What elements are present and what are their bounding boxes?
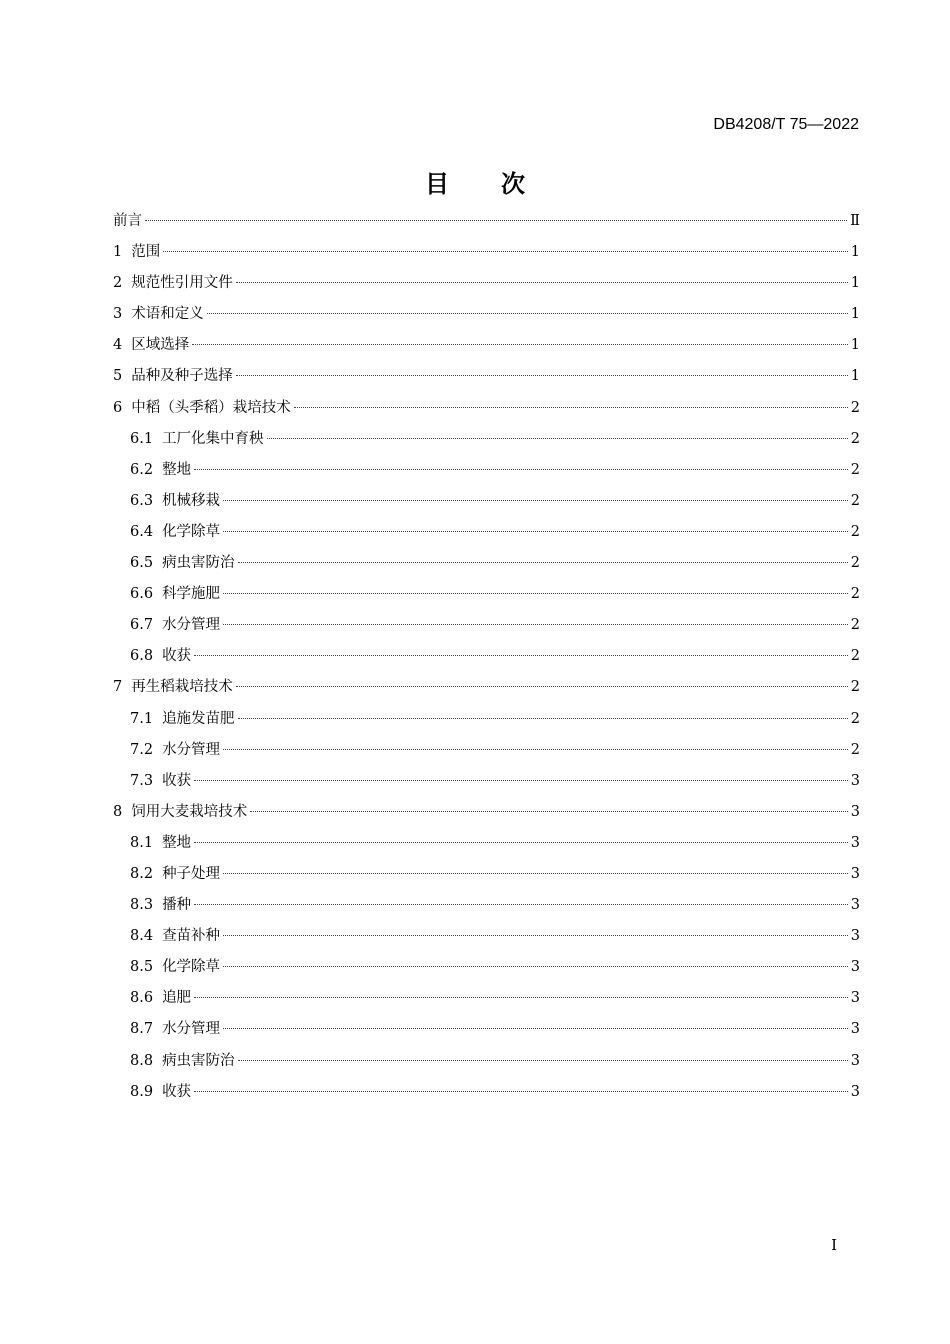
title-char-1: 目 xyxy=(425,170,449,198)
toc-entry-number: 8.8 xyxy=(130,1052,154,1069)
toc-entry[interactable] xyxy=(113,209,860,240)
toc-entry-page: 3 xyxy=(850,928,860,945)
toc-entry-label xyxy=(113,675,233,696)
dot-leader xyxy=(238,1060,848,1061)
dot-leader xyxy=(250,811,848,812)
dot-leader xyxy=(194,904,848,905)
toc-entry-label xyxy=(130,986,191,1007)
toc-entry-number: 6.8 xyxy=(130,648,154,665)
toc-entry-page: 2 xyxy=(850,555,860,572)
toc-entry-label xyxy=(130,738,220,759)
toc-entry-page: 1 xyxy=(850,337,860,354)
toc-entry-label xyxy=(113,240,160,261)
toc-entry-number: 8 xyxy=(113,803,123,820)
toc-entry-text: 种子处理 xyxy=(162,865,221,882)
toc-entry-number: 8.7 xyxy=(130,1021,154,1038)
toc-entry-number: 8.6 xyxy=(130,990,154,1007)
toc-entry-text: 术语和定义 xyxy=(131,306,204,323)
toc-entry-label xyxy=(130,924,220,945)
toc-entry-page: 3 xyxy=(850,803,860,820)
toc-entry-text: 水分管理 xyxy=(162,1021,221,1038)
toc-entry[interactable] xyxy=(113,427,860,458)
toc-entry-page: 3 xyxy=(850,772,860,789)
toc-entry-page: 2 xyxy=(850,523,860,540)
toc-entry-number: 4 xyxy=(113,337,123,354)
toc-entry-page: 3 xyxy=(850,990,860,1007)
toc-entry-text: 机械移栽 xyxy=(162,492,221,509)
toc-entry-label xyxy=(130,862,220,883)
toc-entry-text: 品种及种子选择 xyxy=(131,368,233,385)
toc-entry-page: 1 xyxy=(850,368,860,385)
toc-entry-label xyxy=(130,893,191,914)
toc-entry[interactable] xyxy=(113,1049,860,1080)
toc-entry-page: 2 xyxy=(850,679,860,696)
toc-entry-number: 8.1 xyxy=(130,834,154,851)
toc-entry-text: 病虫害防治 xyxy=(162,1052,235,1069)
toc-entry-label xyxy=(130,955,220,976)
toc-entry[interactable] xyxy=(113,893,860,924)
toc-entry-text: 中稻（头季稻）栽培技术 xyxy=(131,399,291,416)
dot-leader xyxy=(267,438,848,439)
dot-leader xyxy=(194,842,848,843)
toc-entry-page: 2 xyxy=(850,492,860,509)
toc-entry-label xyxy=(130,551,235,572)
dot-leader xyxy=(223,749,848,750)
toc-entry[interactable] xyxy=(113,489,860,520)
toc-entry[interactable] xyxy=(113,955,860,986)
toc-entry-number: 6 xyxy=(113,399,123,416)
toc-entry[interactable] xyxy=(113,333,860,364)
toc-entry-number: 5 xyxy=(113,368,123,385)
dot-leader xyxy=(194,997,848,998)
toc-entry[interactable] xyxy=(113,613,860,644)
toc-entry[interactable] xyxy=(113,396,860,427)
dot-leader xyxy=(194,1091,848,1092)
toc-entry-page: 3 xyxy=(850,1052,860,1069)
toc-entry[interactable] xyxy=(113,458,860,489)
toc-entry-text: 化学除草 xyxy=(162,523,221,540)
toc-entry-page: 2 xyxy=(850,710,860,727)
toc-entry-text: 查苗补种 xyxy=(162,928,221,945)
toc-entry[interactable] xyxy=(113,240,860,271)
toc-entry-number: 6.5 xyxy=(130,555,154,572)
table-of-contents xyxy=(113,209,860,1111)
toc-entry-number: 6.1 xyxy=(130,430,154,447)
toc-entry-text: 水分管理 xyxy=(162,617,221,634)
toc-entry-text: 前言 xyxy=(113,213,142,229)
toc-entry-number: 6.4 xyxy=(130,523,154,540)
toc-entry-page: 3 xyxy=(850,897,860,914)
toc-entry-label xyxy=(113,800,247,821)
title-char-2: 次 xyxy=(501,170,525,198)
dot-leader xyxy=(223,624,848,625)
dot-leader xyxy=(163,251,848,252)
document-code: DB4208/T 75—2022 xyxy=(713,116,859,133)
toc-entry-number: 8.2 xyxy=(130,865,154,882)
toc-entry[interactable] xyxy=(113,364,860,395)
toc-entry-number: 3 xyxy=(113,306,123,323)
toc-entry-label xyxy=(130,582,220,603)
toc-entry-number: 6.7 xyxy=(130,617,154,634)
toc-entry-label xyxy=(113,302,204,323)
dot-leader xyxy=(238,562,848,563)
toc-entry-number: 7 xyxy=(113,679,123,696)
toc-entry-page: 3 xyxy=(850,1021,860,1038)
toc-entry-text: 病虫害防治 xyxy=(162,555,235,572)
toc-entry-text: 范围 xyxy=(131,244,161,261)
dot-leader xyxy=(194,780,848,781)
dot-leader xyxy=(223,593,848,594)
toc-entry-number: 8.5 xyxy=(130,959,154,976)
toc-entry[interactable] xyxy=(113,271,860,302)
toc-entry-number: 8.9 xyxy=(130,1083,154,1100)
toc-entry-text: 收获 xyxy=(162,648,192,665)
toc-entry-number: 1 xyxy=(113,244,123,261)
toc-entry-text: 工厂化集中育秧 xyxy=(162,430,264,447)
toc-entry-label xyxy=(130,1017,220,1038)
toc-entry-number: 8.3 xyxy=(130,897,154,914)
toc-entry-page: 2 xyxy=(850,648,860,665)
toc-entry-text: 收获 xyxy=(162,772,192,789)
toc-entry-number: 6.6 xyxy=(130,586,154,603)
dot-leader xyxy=(145,220,847,221)
toc-entry-page: 2 xyxy=(850,586,860,603)
toc-entry[interactable] xyxy=(113,582,860,613)
toc-entry[interactable] xyxy=(113,769,860,800)
toc-entry-page: 2 xyxy=(850,399,860,416)
toc-entry-label xyxy=(130,1049,235,1070)
dot-leader xyxy=(194,655,848,656)
toc-entry-text: 播种 xyxy=(162,897,192,914)
toc-entry-text: 规范性引用文件 xyxy=(131,275,233,292)
toc-entry-page: 1 xyxy=(850,275,860,292)
toc-entry[interactable] xyxy=(113,986,860,1017)
toc-entry[interactable] xyxy=(113,302,860,333)
dot-leader xyxy=(223,966,848,967)
toc-entry[interactable] xyxy=(113,738,860,769)
toc-entry[interactable] xyxy=(113,1080,860,1111)
page-number: I xyxy=(831,1236,837,1254)
toc-entry-text: 水分管理 xyxy=(162,741,221,758)
toc-entry-text: 收获 xyxy=(162,1083,192,1100)
dot-leader xyxy=(192,344,848,345)
toc-entry-number: 6.2 xyxy=(130,461,154,478)
toc-entry-page: 1 xyxy=(850,244,860,261)
toc-entry-text: 饲用大麦栽培技术 xyxy=(131,803,248,820)
toc-entry-label xyxy=(113,364,233,385)
toc-entry-label xyxy=(113,209,142,230)
toc-entry-label xyxy=(113,396,291,417)
toc-entry-number: 2 xyxy=(113,275,123,292)
toc-entry-page: 3 xyxy=(850,834,860,851)
toc-entry-label xyxy=(113,333,189,354)
toc-entry-text: 化学除草 xyxy=(162,959,221,976)
toc-entry-text: 追施发苗肥 xyxy=(162,710,235,727)
dot-leader xyxy=(223,873,848,874)
toc-entry-label xyxy=(130,1080,191,1101)
toc-entry[interactable] xyxy=(113,924,860,955)
toc-entry-page: 3 xyxy=(850,959,860,976)
toc-entry-label xyxy=(130,769,191,790)
dot-leader xyxy=(194,469,848,470)
toc-entry-label xyxy=(130,613,220,634)
toc-entry-page: 3 xyxy=(850,1083,860,1100)
toc-entry-label xyxy=(113,271,233,292)
toc-entry-label xyxy=(130,831,191,852)
toc-entry[interactable] xyxy=(113,1017,860,1048)
dot-leader xyxy=(223,531,848,532)
toc-entry-text: 区域选择 xyxy=(131,337,190,354)
toc-entry-page: Ⅱ xyxy=(850,213,860,229)
dot-leader xyxy=(207,313,848,314)
dot-leader xyxy=(236,375,848,376)
toc-entry-label xyxy=(130,707,235,728)
toc-entry-text: 整地 xyxy=(162,461,192,478)
toc-entry-number: 8.4 xyxy=(130,928,154,945)
toc-entry[interactable] xyxy=(113,644,860,675)
toc-entry[interactable] xyxy=(113,551,860,582)
dot-leader xyxy=(223,935,848,936)
toc-entry-number: 7.1 xyxy=(130,710,154,727)
toc-entry-text: 整地 xyxy=(162,834,192,851)
toc-entry[interactable] xyxy=(113,675,860,706)
dot-leader xyxy=(223,1028,848,1029)
toc-entry-label xyxy=(130,520,220,541)
dot-leader xyxy=(238,718,848,719)
toc-entry-label xyxy=(130,644,191,665)
toc-entry-number: 7.3 xyxy=(130,772,154,789)
dot-leader xyxy=(236,686,848,687)
toc-entry-page: 3 xyxy=(850,865,860,882)
toc-entry-number: 7.2 xyxy=(130,741,154,758)
dot-leader xyxy=(236,282,848,283)
toc-entry-text: 科学施肥 xyxy=(162,586,221,603)
toc-entry-label xyxy=(130,458,191,479)
toc-entry-text: 追肥 xyxy=(162,990,192,1007)
toc-entry-page: 2 xyxy=(850,741,860,758)
toc-entry-text: 再生稻栽培技术 xyxy=(131,679,233,696)
toc-entry-page: 2 xyxy=(850,461,860,478)
dot-leader xyxy=(294,407,848,408)
page-title xyxy=(0,164,950,199)
dot-leader xyxy=(223,500,848,501)
toc-entry[interactable] xyxy=(113,862,860,893)
toc-entry-page: 2 xyxy=(850,430,860,447)
toc-entry-page: 1 xyxy=(850,306,860,323)
toc-entry-label xyxy=(130,427,264,448)
toc-entry-page: 2 xyxy=(850,617,860,634)
toc-entry[interactable] xyxy=(113,520,860,551)
toc-entry-label xyxy=(130,489,220,510)
toc-entry[interactable] xyxy=(113,800,860,831)
toc-entry-number: 6.3 xyxy=(130,492,154,509)
toc-entry[interactable] xyxy=(113,831,860,862)
toc-entry[interactable] xyxy=(113,707,860,738)
